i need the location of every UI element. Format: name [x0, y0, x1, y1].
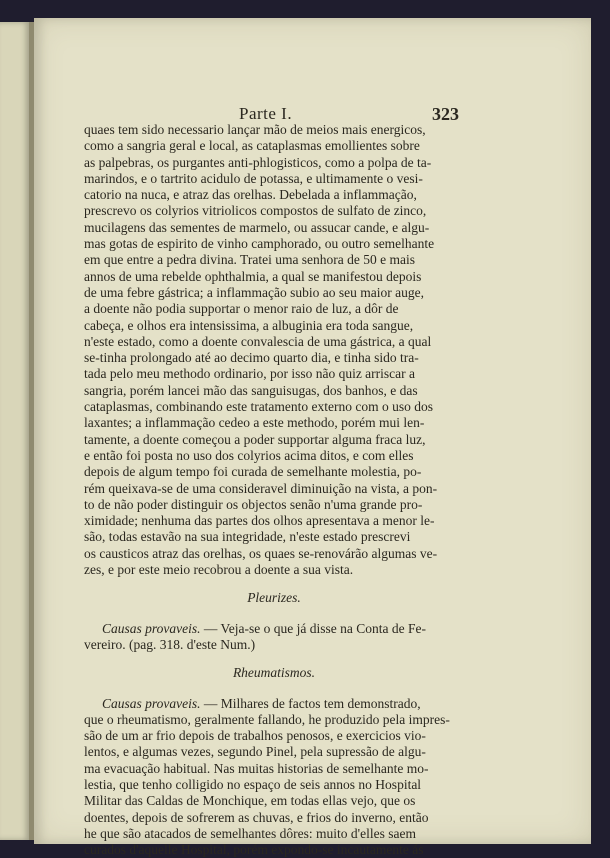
text-line: prescrevo os colyrios vitriolicos compostos de sulfato de zinco, — [84, 203, 464, 219]
text-line: em que entre a pedra divina. Tratei uma senhora de 50 e mais — [84, 252, 464, 268]
text-line: que o rheumatismo, geralmente fallando, he produzido pela impres- — [84, 712, 464, 728]
rheumatismos-text-1: — Milhares de factos tem demonstrado, — [201, 696, 421, 711]
section-heading-rheumatismos: Rheumatismos. — [84, 665, 464, 681]
page-number: 323 — [432, 104, 459, 125]
text-line: depois de algum tempo foi curada de semelhante molestia, po- — [84, 464, 464, 480]
text-line: Militar das Caldas de Monchique, em todas ellas vejo, que os — [84, 793, 464, 809]
text-line: doentes, depois de sofrerem as chuvas, e frios do inverno, então — [84, 810, 464, 826]
pleurizes-causes — [84, 621, 464, 654]
text-line: curados d'aquelle Hospital, porém expondo-se incautamente ás — [84, 842, 464, 858]
text-line: to de não poder distinguir os objectos senão n'uma grande pro- — [84, 497, 464, 513]
pleurizes-text-1: — Veja-se o que já disse na Conta de Fe- — [201, 621, 426, 636]
text-line: rém queixava-se de uma consideravel diminuição na vista, a pon- — [84, 481, 464, 497]
text-line: a doente não podia supportar o menor raio de luz, a dôr de — [84, 301, 464, 317]
text-line: lestia, que tenho colligido no espaço de seis annos no Hospital — [84, 777, 464, 793]
text-line: tada pelo meu methodo ordinario, por isso não quiz arriscar a — [84, 366, 464, 382]
text-line: os causticos atraz das orelhas, os quaes se-renovárão algumas ve- — [84, 546, 464, 562]
text-line: cabeça, e olhos era intensissima, a albuginia era toda sangue, — [84, 318, 464, 334]
text-line: de uma febre gástrica; a inflammação subio ao seu maior auge, — [84, 285, 464, 301]
text-line: lentos, e algumas vezes, segundo Pinel, pela supressão de algu- — [84, 744, 464, 760]
text-line: ma evacuação habitual. Nas muitas historias de semelhante mo- — [84, 761, 464, 777]
text-line: zes, e por este meio recobrou a doente a sua vista. — [84, 562, 464, 578]
text-line: marindos, e o tartrito acidulo de potassa, e ultimamente o vesi- — [84, 171, 464, 187]
book-page — [34, 18, 591, 844]
paragraph-ophthalmia — [84, 122, 464, 578]
section-heading-pleurizes: Pleurizes. — [84, 590, 464, 606]
text-line: quaes tem sido necessario lançar mão de meios mais energicos, — [84, 122, 464, 138]
text-line: ximidade; nenhuma das partes dos olhos apresentava a menor le- — [84, 513, 464, 529]
text-line: são de um ar frio depois de trabalhos penosos, e exercicios vio- — [84, 728, 464, 744]
text-line: he que são atacados de semelhantes dôres: muito d'elles saem — [84, 826, 464, 842]
text-line: mucilagens das sementes de marmelo, ou assucar cande, e algu- — [84, 220, 464, 236]
text-line: se-tinha prolongado até ao decimo quarto dia, e tinha sido tra- — [84, 350, 464, 366]
rheumatismos-line-1 — [84, 696, 464, 712]
text-line: n'este estado, como a doente convalescia de uma gástrica, a qual — [84, 334, 464, 350]
text-line: cataplasmas, combinando este tratamento externo com o uso dos — [84, 399, 464, 415]
text-line: as palpebras, os purgantes anti-phlogisticos, como a polpa de ta- — [84, 155, 464, 171]
text-line: catorio na nuca, e atraz das orelhas. Debelada a inflammação, — [84, 187, 464, 203]
text-line: sangria, porém lancei mão das sanguisugas, dos banhos, e das — [84, 383, 464, 399]
causes-label: Causas provaveis. — [102, 621, 201, 636]
page-body — [84, 122, 464, 858]
pleurizes-line-2: vereiro. (pag. 318. d'este Num.) — [84, 637, 464, 653]
running-head: Parte I. — [239, 104, 292, 124]
facing-page-edge — [0, 22, 30, 840]
rheumatismos-causes — [84, 696, 464, 858]
text-line: mas gotas de espirito de vinho camphorado, ou outro semelhante — [84, 236, 464, 252]
text-line: annos de uma rebelde ophthalmia, a qual se manifestou depois — [84, 269, 464, 285]
page-header — [34, 90, 591, 120]
causes-label: Causas provaveis. — [102, 696, 201, 711]
text-line: tamente, a doente começou a poder supportar alguma fraca luz, — [84, 432, 464, 448]
text-line: e então foi posta no uso dos colyrios acima ditos, e com elles — [84, 448, 464, 464]
pleurizes-line-1 — [84, 621, 464, 637]
text-line: como a sangria geral e local, as cataplasmas emollientes sobre — [84, 138, 464, 154]
text-line: são, todas estavão na sua integridade, n'este estado prescrevi — [84, 529, 464, 545]
text-line: laxantes; a inflammação cedeo a este methodo, porém mui len- — [84, 415, 464, 431]
